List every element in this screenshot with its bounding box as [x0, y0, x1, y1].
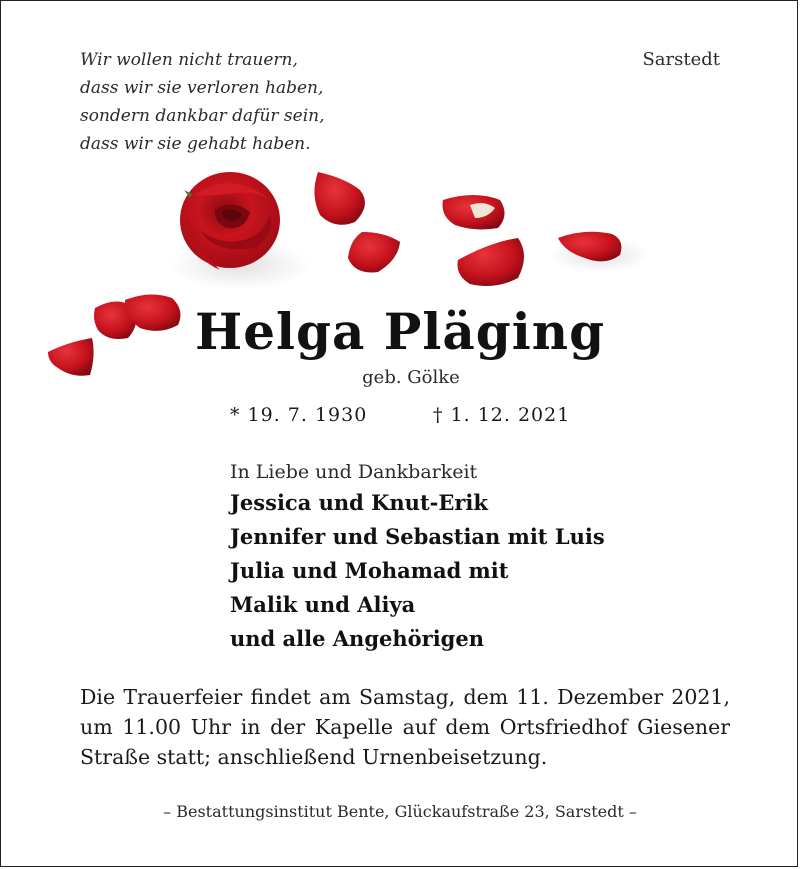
maiden-name: geb. Gölke — [362, 367, 460, 388]
deceased-name: Helga Pläging — [194, 302, 606, 361]
poem-line: dass wir sie verloren haben, — [80, 78, 324, 98]
poem-line: dass wir sie gehabt haben. — [80, 134, 311, 154]
birth-date: * 19. 7. 1930 — [230, 404, 368, 426]
poem-line: sondern dankbar dafür sein, — [80, 106, 325, 126]
mourner-line: Jennifer und Sebastian mit Luis — [230, 524, 605, 549]
petal-icon — [348, 232, 400, 272]
mourner-line: Malik und Aliya — [230, 592, 416, 617]
mourners-intro: In Liebe und Dankbarkeit — [230, 461, 478, 483]
death-date: † 1. 12. 2021 — [433, 404, 571, 426]
poem — [80, 46, 325, 158]
undertaker-info: – Bestattungsinstitut Bente, Glückaufstraße 23, Sarstedt – — [163, 802, 637, 821]
mourners-block — [230, 458, 605, 656]
mourner-line: und alle Angehörigen — [230, 626, 484, 651]
mourner-line: Julia und Mohamad mit — [230, 558, 509, 583]
poem-line: Wir wollen nicht trauern, — [80, 50, 298, 70]
petal-icon — [314, 172, 365, 225]
service-details: Die Trauerfeier findet am Samstag, dem 11. Dezember 2021, um 11.00 Uhr in der Kapelle auf dem Ortsfriedhof Giesener Straße statt; anschließend Urnenbeisetzung. — [80, 685, 730, 769]
place-name: Sarstedt — [642, 49, 720, 70]
mourner-line: Jessica und Knut-Erik — [230, 490, 488, 515]
petal-icon — [458, 238, 525, 286]
